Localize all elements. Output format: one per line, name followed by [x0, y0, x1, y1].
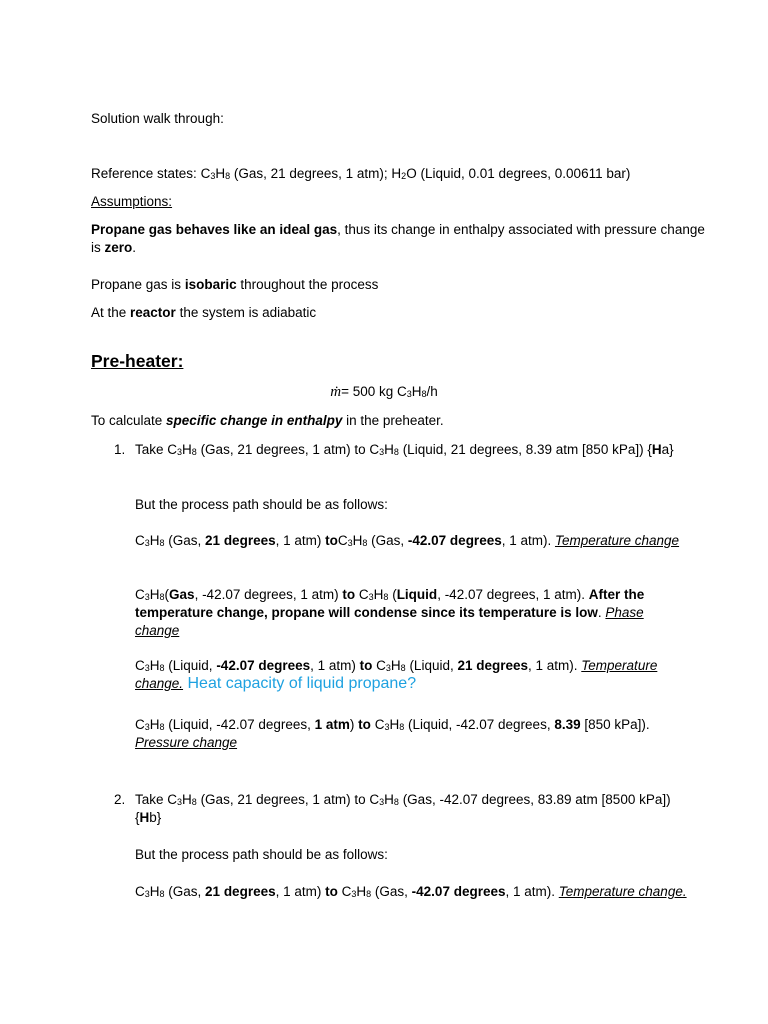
step-2-number: 2. [114, 792, 126, 807]
mass-flow-rate: ṁ= 500 kg $C_3H_8/h$ [330, 384, 438, 400]
calc-intro: To calculate specific change in enthalpy in the preheater. [91, 413, 444, 428]
intro-line: Solution walk through: [91, 111, 224, 126]
step-1-path-1: $C_3H_8$ (Gas, 21 degrees, 1 atm) $toC_3H_8$ (Gas, -42.07 degrees, 1 atm). Temperature change [135, 533, 680, 548]
step-1-number: 1. [114, 442, 126, 457]
assumption-adiabatic: At the reactor the system is adiabatic [91, 305, 317, 320]
step-1-path-2: $C_3H_8(Gas$, -42.07 degrees, 1 atm) to $C_3H_8$ (Liquid, -42.07 degrees, 1 atm). After the temperature change, propane will condense since its temperature is low. Phase change [135, 587, 645, 638]
preheater-heading: Pre-heater: [91, 351, 184, 371]
step-1-path-intro: But the process path should be as follows: [135, 497, 388, 512]
reference-states: Reference states: $C_3H_8$ (Gas, 21 degrees, 1 atm); $H_2O$ (Liquid, 0.01 degrees, 0.00611 bar) [91, 166, 631, 181]
step-2-path-intro: But the process path should be as follows: [135, 847, 388, 862]
assumptions-heading: Assumptions: [91, 194, 173, 209]
assumption-ideal-gas: Propane gas behaves like an ideal gas, thus its change in enthalpy associated with pressure change is zero. [91, 222, 705, 255]
step-1-take: Take $C_3H_8$ (Gas, 21 degrees, 1 atm) to $C_3H_8$ (Liquid, 21 degrees, 8.39 atm [850 kPa]) {Ha} [135, 442, 674, 457]
step-1-path-3: $C_3H_8$ (Liquid, -42.07 degrees, 1 atm) to $C_3H_8$ (Liquid, 21 degrees, 1 atm). Temperature change. Heat capacity of liquid propane? [135, 658, 658, 692]
step-1-path-4: $C_3H_8$ (Liquid, -42.07 degrees, 1 atm) to $C_3H_8$ (Liquid, -42.07 degrees, 8.39 [850 kPa]). Pressure change [135, 717, 650, 750]
comment-heat-capacity: Heat capacity of liquid propane? [183, 675, 417, 692]
step-2-take: Take $C_3H_8$ (Gas, 21 degrees, 1 atm) to $C_3H_8$ (Gas, -42.07 degrees, 83.89 atm [8500 kPa]) {Hb} [135, 792, 671, 825]
step-2-path-1: $C_3H_8$ (Gas, 21 degrees, 1 atm) to $C_3H_8$ (Gas, -42.07 degrees, 1 atm). Temperature change. [135, 884, 687, 899]
assumption-isobaric: Propane gas is isobaric throughout the process [91, 277, 379, 292]
